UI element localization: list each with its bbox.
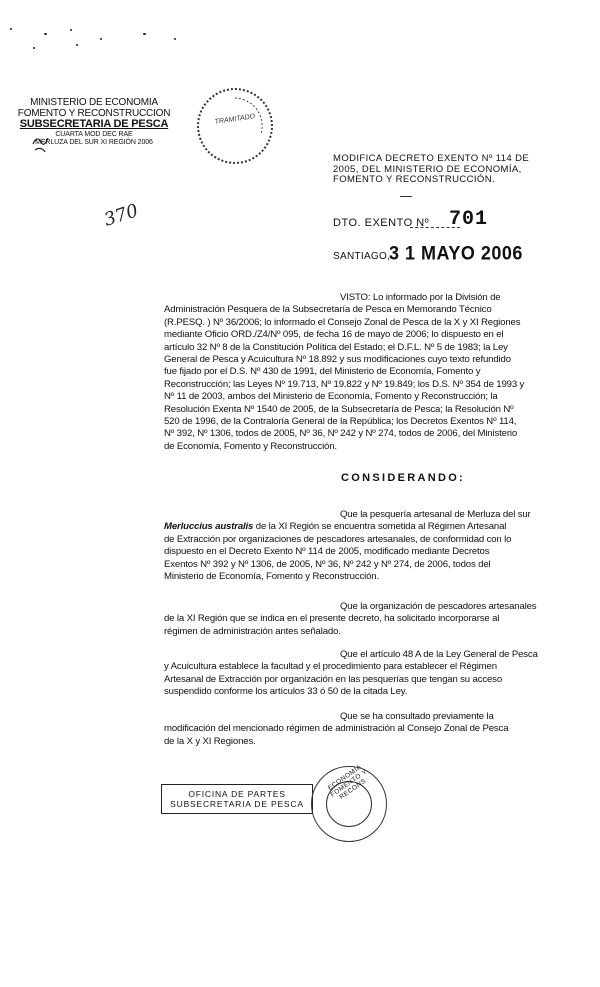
paragraph-line: de la X y XI Regiones. (164, 735, 256, 747)
paragraph-line: Que se ha consultado previamente la (340, 711, 494, 722)
oficina-line2: SUBSECRETARIA DE PESCA (170, 799, 304, 809)
ministry-seal (311, 763, 387, 842)
paragraph-line: Que el artículo 48 A de la Ley General de Pesca (340, 649, 538, 660)
scan-speck (100, 38, 102, 40)
visto-line: Reconstrucción; las Leyes Nº 19.713, Nº 19.822 y Nº 19.849; los D.S. Nº 354 de 1993 y (164, 378, 525, 390)
paragraph-line: Exentos Nº 392 y Nº 1306, de 2005, Nº 36, Nº 242 y Nº 274, de 2006, todos del (164, 558, 491, 570)
paragraph-line: y Acuicultura establece la facultad y el procedimiento para establecer el Régimen (164, 661, 497, 673)
decree-place: SANTIAGO, (333, 251, 391, 262)
decree-subject (333, 154, 600, 186)
visto-line: artículo 32 Nº 8 de la Constitución Política del Estado; el D.F.L. Nº 5 de 1983; la Ley (164, 341, 508, 353)
short-dash (400, 196, 412, 197)
paragraph-line: Ministerio de Economía, Fomento y Reconstrucción. (164, 571, 380, 583)
paragraph-line-rest: de la XI Región se encuentra sometida al Régimen Artesanal (253, 521, 507, 533)
decree-number: 701 (449, 208, 489, 231)
visto-section (164, 292, 596, 453)
visto-line: de Economía, Fomento y Reconstrucción. (164, 440, 337, 452)
paragraph-line: Artesanal de Extracción por organización en las pesquerías que tengan su acceso (164, 673, 503, 685)
visto-line: mediante Oficio ORD./Z4/Nº 095, de fecha 16 de mayo de 2006; lo dispuesto en el (164, 329, 504, 341)
considerando-paragraph-4 (164, 711, 596, 748)
oficina-partes-stamp (161, 784, 313, 814)
decree-label: DTO. EXENTO Nº (333, 217, 430, 229)
round-stamp-top (197, 88, 273, 164)
subject-line1: MODIFICA DECRETO EXENTO Nº 114 DE (333, 153, 530, 164)
paragraph-line: de la XI Región que se indica en el presente decreto, ha solicitado incorporarse al (164, 613, 500, 625)
scan-speck (70, 29, 72, 31)
scan-speck (143, 33, 146, 35)
subject-line2: 2005, DEL MINISTERIO DE ECONOMÍA, (333, 163, 522, 175)
paragraph-line: régimen de administración antes señalado. (164, 625, 341, 637)
handwritten-number: 370 (101, 200, 141, 231)
visto-line: Administración Pesquera de la Subsecretaría de Pesca en Memorando Técnico (164, 304, 492, 316)
paragraph-line: suspendido conforme los artículos 33 ó 50 de la citada Ley. (164, 686, 408, 698)
visto-line: 520 de 1996, de la Contraloría General de la República; los Decretos Exentos Nº 114, (164, 416, 517, 428)
considerando-paragraph-1 (164, 509, 596, 583)
oficina-line1: OFICINA DE PARTES (188, 789, 286, 799)
visto-line: VISTO: Lo informado por la División de (340, 292, 501, 303)
visto-line: Resolución Exenta Nº 1540 de 2005, de la Subsecretaría de Pesca; la Resolución Nº (164, 403, 514, 415)
handwritten-initial (30, 132, 52, 154)
ministry-line1: MINISTERIO DE ECONOMIA (30, 97, 158, 108)
paragraph-line: Que la organización de pescadores artesanales (340, 601, 537, 612)
visto-line: fue fijado por el D.S. Nº 430 de 1991, del Ministerio de Economía, Fomento y (164, 366, 481, 378)
scan-speck (174, 38, 176, 40)
stamp-text: TRAMITADO (214, 113, 256, 126)
visto-line: General de Pesca y Acuicultura Nº 18.892 y sus modificaciones cuyo texto refundido (164, 354, 511, 366)
seal-text: ECONOMIA FOMENTO Y RECONS (326, 763, 369, 801)
species-name: Merluccius australis (164, 521, 254, 533)
subject-line3: FOMENTO Y RECONSTRUCCIÓN. (333, 174, 496, 185)
scan-speck (10, 28, 12, 30)
ministry-line2: FOMENTO Y RECONSTRUCCION (17, 108, 171, 119)
paragraph-line (164, 521, 596, 533)
decree-date (389, 242, 523, 265)
paragraph-line: Que la pesquería artesanal de Merluza del sur (340, 509, 531, 520)
considerando-paragraph-2 (164, 601, 596, 638)
considerando-paragraph-3 (164, 649, 596, 699)
visto-line: Nº 392, Nº 1306, todos de 2005, Nº 36, Nº 242 y Nº 274, todos de 2006, del Ministerio (164, 428, 518, 440)
paragraph-line: modificación del mencionado régimen de administración al Consejo Zonal de Pesca (164, 723, 509, 735)
scan-speck (76, 44, 78, 46)
visto-line: (R.PESQ. ) Nº 36/2006; lo informado el Consejo Zonal de Pesca de la X y XI Regiones (164, 316, 521, 328)
decree-date-text: 3 1 MAYO 2006 (389, 241, 523, 264)
reference-line2: MERLUZA DEL SUR XI REGIÓN 2006 (35, 139, 153, 146)
paragraph-line: dispuesto en el Decreto Exento Nº 114 de 2005, modificado mediante Decretos (164, 546, 490, 558)
paragraph-line: de Extracción por organizaciones de pescadores artesanales, de conformidad con lo (164, 533, 512, 545)
scan-speck (44, 33, 47, 35)
stamp-ring-text (199, 90, 271, 162)
reference-line1: CUARTA MOD DEC RAE (55, 131, 133, 138)
considerando-heading: CONSIDERANDO: (341, 472, 466, 484)
visto-line: Nº 11 de 2003, ambos del Ministerio de Economía, Fomento y Reconstrucción; la (164, 391, 498, 403)
scan-speck (33, 47, 35, 49)
subsecretaria-title: SUBSECRETARIA DE PESCA (19, 118, 169, 130)
